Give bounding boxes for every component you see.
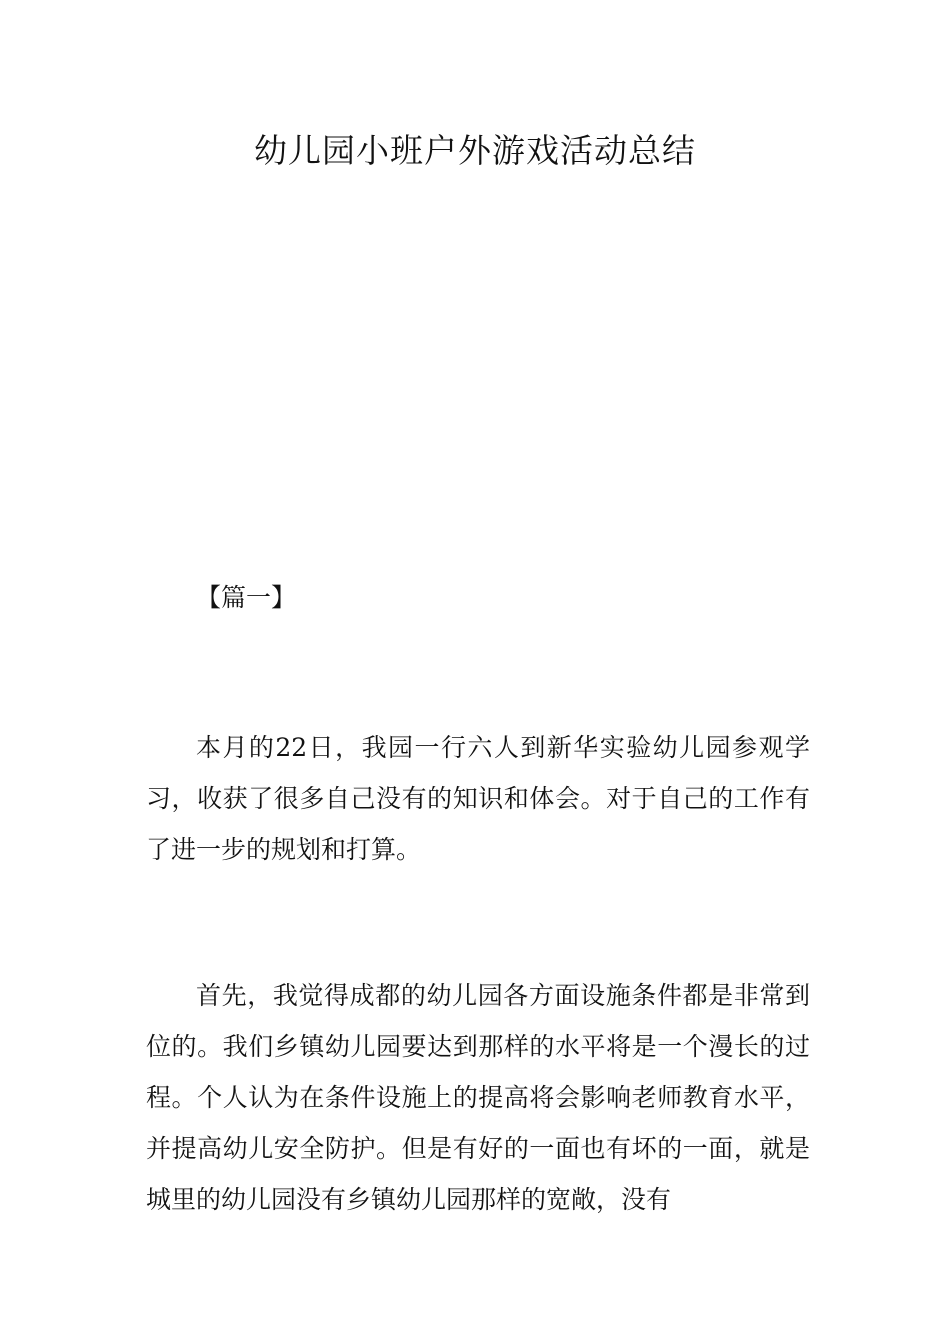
paragraph-1: 本月的22日，我园一行六人到新华实验幼儿园参观学习，收获了很多自己没有的知识和体会。对于自己的工作有了进一步的规划和打算。 [146, 733, 810, 864]
section-heading: 【篇一】 [196, 583, 297, 612]
paragraph-2: 首先，我觉得成都的幼儿园各方面设施条件都是非常到位的。我们乡镇幼儿园要达到那样的水平将是一个漫长的过程。个人认为在条件设施上的提高将会影响老师教育水平，并提高幼儿安全防护。但是有好的一面也有坏的一面，就是城里的幼儿园没有乡镇幼儿园那样的宽敞，没有 [146, 981, 810, 1214]
document-title: 幼儿园小班户外游戏活动总结 [254, 131, 696, 170]
